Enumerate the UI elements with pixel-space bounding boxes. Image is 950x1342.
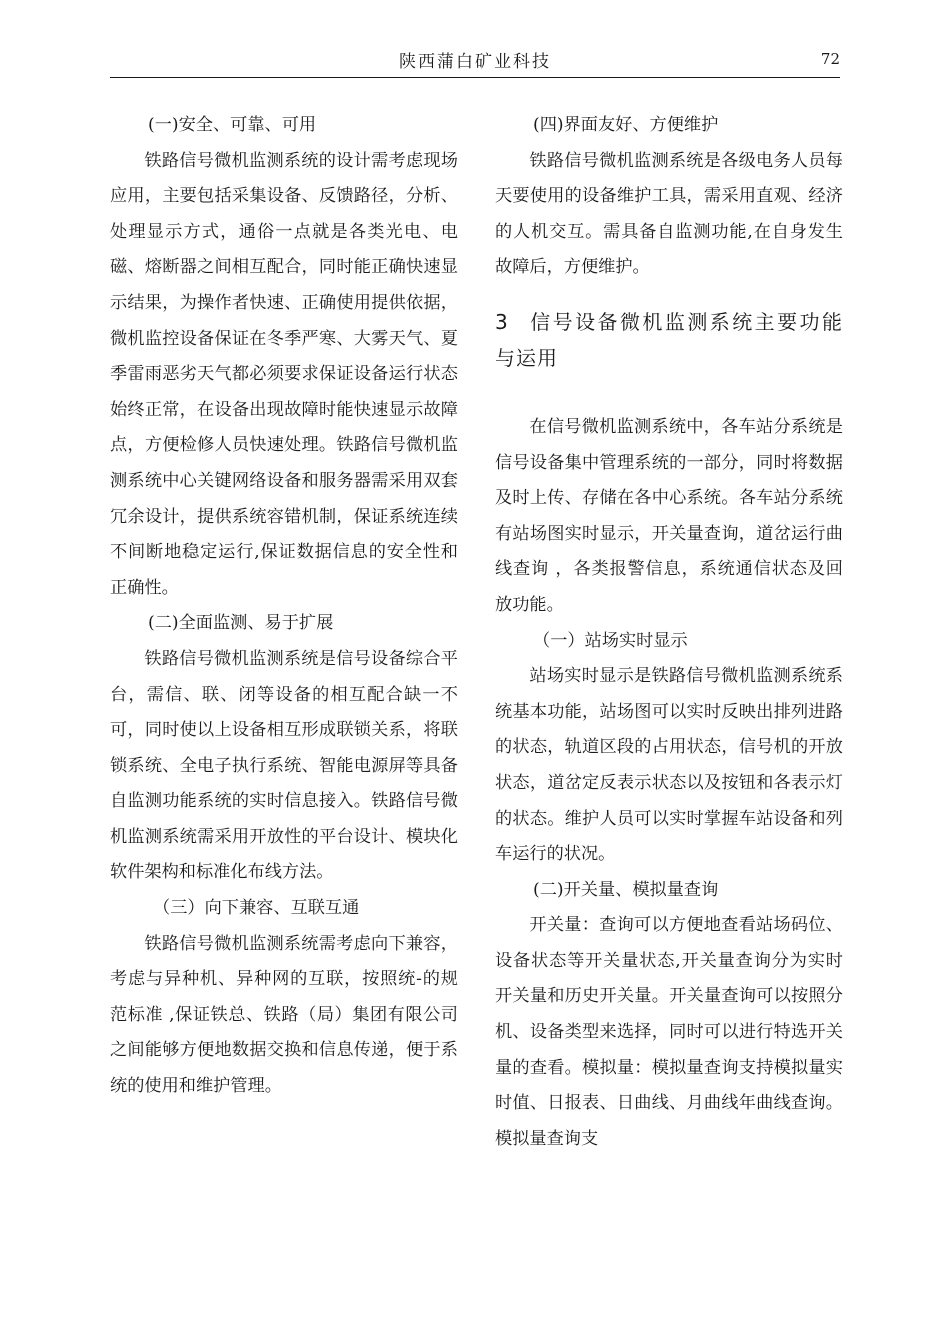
paragraph-quantity-query: 开关量：查询可以方便地查看站场码位、设备状态等开关量状态,开关量查询分为实时开关量和历史开关量。开关量查询可以按照分机、设备类型来选择，同时可以进行特选开关量的查看。模拟量：模拟量查询支持模拟量实时值、日报表、日曲线、月曲线年曲线查询。模拟量查询支 — [495, 915, 843, 1149]
section-title: 信号设备微机监测系统主要功能与运用 — [495, 309, 843, 370]
paragraph-interface: 铁路信号微机监测系统是各级电务人员每天要使用的设备维护工具，需采用直观、经济的人机交互。需具备自监测功能,在自身发生故障后，方便维护。 — [495, 150, 843, 278]
header-divider — [110, 77, 840, 78]
paragraph-station-display: 站场实时显示是铁路信号微机监测系统系统基本功能，站场图可以实时反映出排列进路的状态，轨道区段的占用状态，信号机的开放状态，道岔定反表示状态以及按钮和各表示灯的状态。维护人员可以实时掌握车站设备和列车运行的状况。 — [495, 666, 843, 865]
paragraph-compatibility: 铁路信号微机监测系统需考虑向下兼容，考虑与异种机、异种网的互联，按照统-的规范标准 ,保证铁总、铁路（局）集团有限公司之间能够方便地数据交换和信息传递，便于系统的使用和维护管理。 — [110, 933, 458, 1097]
subsection-heading-compatibility: （三）向下兼容、互联互通 — [153, 898, 360, 919]
page-number: 72 — [820, 50, 840, 68]
paragraph-section-intro: 在信号微机监测系统中，各车站分系统是信号设备集中管理系统的一部分，同时将数据及时上传、存储在各中心系统。各车站分系统有站场图实时显示，开关量查询，道岔运行曲线查询 ，各类报警信息，系统通信状态及回放功能。 — [495, 416, 843, 615]
subsection-heading-monitoring: (二)全面监测、易于扩展 — [148, 613, 334, 634]
section-heading — [495, 304, 843, 376]
paragraph-monitoring: 铁路信号微机监测系统是信号设备综合平台，需信、联、闭等设备的相互配合缺一不可，同时使以上设备相互形成联锁关系，将联锁系统、全电子执行系统、智能电源屏等具备自监测功能系统的实时信息接入。铁路信号微机监测系统需采用开放性的平台设计、模块化软件架构和标准化布线方法。 — [110, 648, 458, 883]
journal-title: 陕西蒲白矿业科技 — [399, 52, 551, 72]
subsection-heading-interface: (四)界面友好、方便维护 — [533, 115, 719, 135]
paragraph-safety: 铁路信号微机监测系统的设计需考虑现场应用，主要包括采集设备、反馈路径，分析、处理显示方式，通俗一点就是各类光电、电磁、熔断器之间相互配合，同时能正确快速显示结果，为操作者快速、正确使用提供依据，微机监控设备保证在冬季严寒、大雾天气、夏季雷雨恶劣天气都必须要求保证设备运行状态始终正常，在设备出现故障时能快速显示故障点，方便检修人员快速处理。铁路信号微机监测系统中心关键网络设备和服务器需采用双套冗余设计，提供系统容错机制，保证系统连续不间断地稳定运行,保证数据信息的安全性和正确性。 — [110, 150, 458, 598]
section-number: 3 — [495, 309, 509, 334]
subsection-heading-quantity-query: (二)开关量、模拟量查询 — [533, 879, 719, 900]
left-column — [110, 108, 458, 1105]
subsection-heading-station-display: （一）站场实时显示 — [533, 630, 688, 651]
subsection-heading-safety: (一)安全、可靠、可用 — [148, 115, 317, 135]
right-column — [495, 108, 843, 1157]
